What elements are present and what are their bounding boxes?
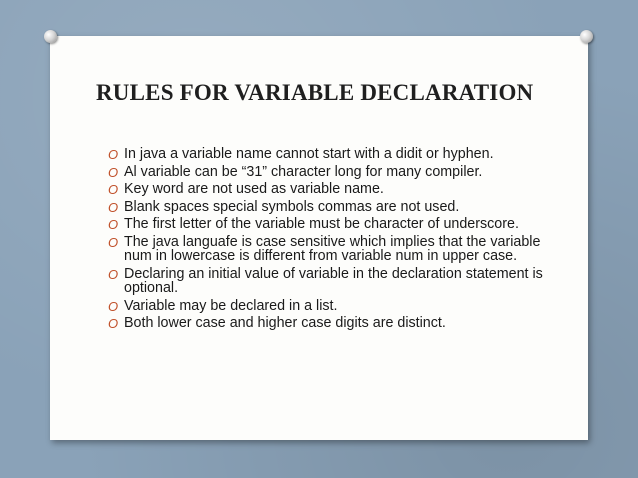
pushpin-right-icon xyxy=(580,30,593,43)
bullet-marker-icon: O xyxy=(108,234,119,250)
bullet-marker-icon: O xyxy=(108,298,119,314)
list-item xyxy=(108,316,548,331)
list-item xyxy=(108,299,548,314)
list-item-text: Both lower case and higher case digits are distinct. xyxy=(124,315,446,331)
list-item-text: Key word are not used as variable name. xyxy=(124,181,384,197)
list-item xyxy=(108,182,548,197)
list-item-text: The java languafe is case sensitive which implies that the variable num in lowercase is different from variable num in upper case. xyxy=(124,233,541,264)
bullet-marker-icon: O xyxy=(108,182,119,197)
list-item-text: Blank spaces special symbols commas are not used. xyxy=(124,198,460,215)
list-item xyxy=(108,165,548,180)
list-item-text: In java a variable name cannot start with a didit or hyphen. xyxy=(124,146,494,162)
bullet-list xyxy=(108,147,548,334)
list-item xyxy=(108,235,548,264)
bullet-marker-icon: O xyxy=(108,266,119,282)
bullet-marker-icon: O xyxy=(108,217,119,232)
bullet-marker-icon: O xyxy=(108,199,119,215)
slide-title: RULES FOR VARIABLE DECLARATION xyxy=(96,80,534,105)
list-item-text: Variable may be declared in a list. xyxy=(124,297,338,314)
pushpin-left-icon xyxy=(44,30,57,43)
bullet-marker-icon: O xyxy=(108,164,119,180)
list-item-text: Al variable can be “31” character long for many compiler. xyxy=(124,163,483,180)
list-item xyxy=(108,217,548,232)
bullet-marker-icon: O xyxy=(108,147,119,162)
list-item xyxy=(108,147,548,162)
list-item-text: Declaring an initial value of variable in the declaration statement is optional. xyxy=(124,265,543,296)
bullet-marker-icon: O xyxy=(108,316,119,331)
list-item xyxy=(108,267,548,296)
list-item-text: The first letter of the variable must be character of underscore. xyxy=(124,216,519,232)
list-item xyxy=(108,200,548,215)
